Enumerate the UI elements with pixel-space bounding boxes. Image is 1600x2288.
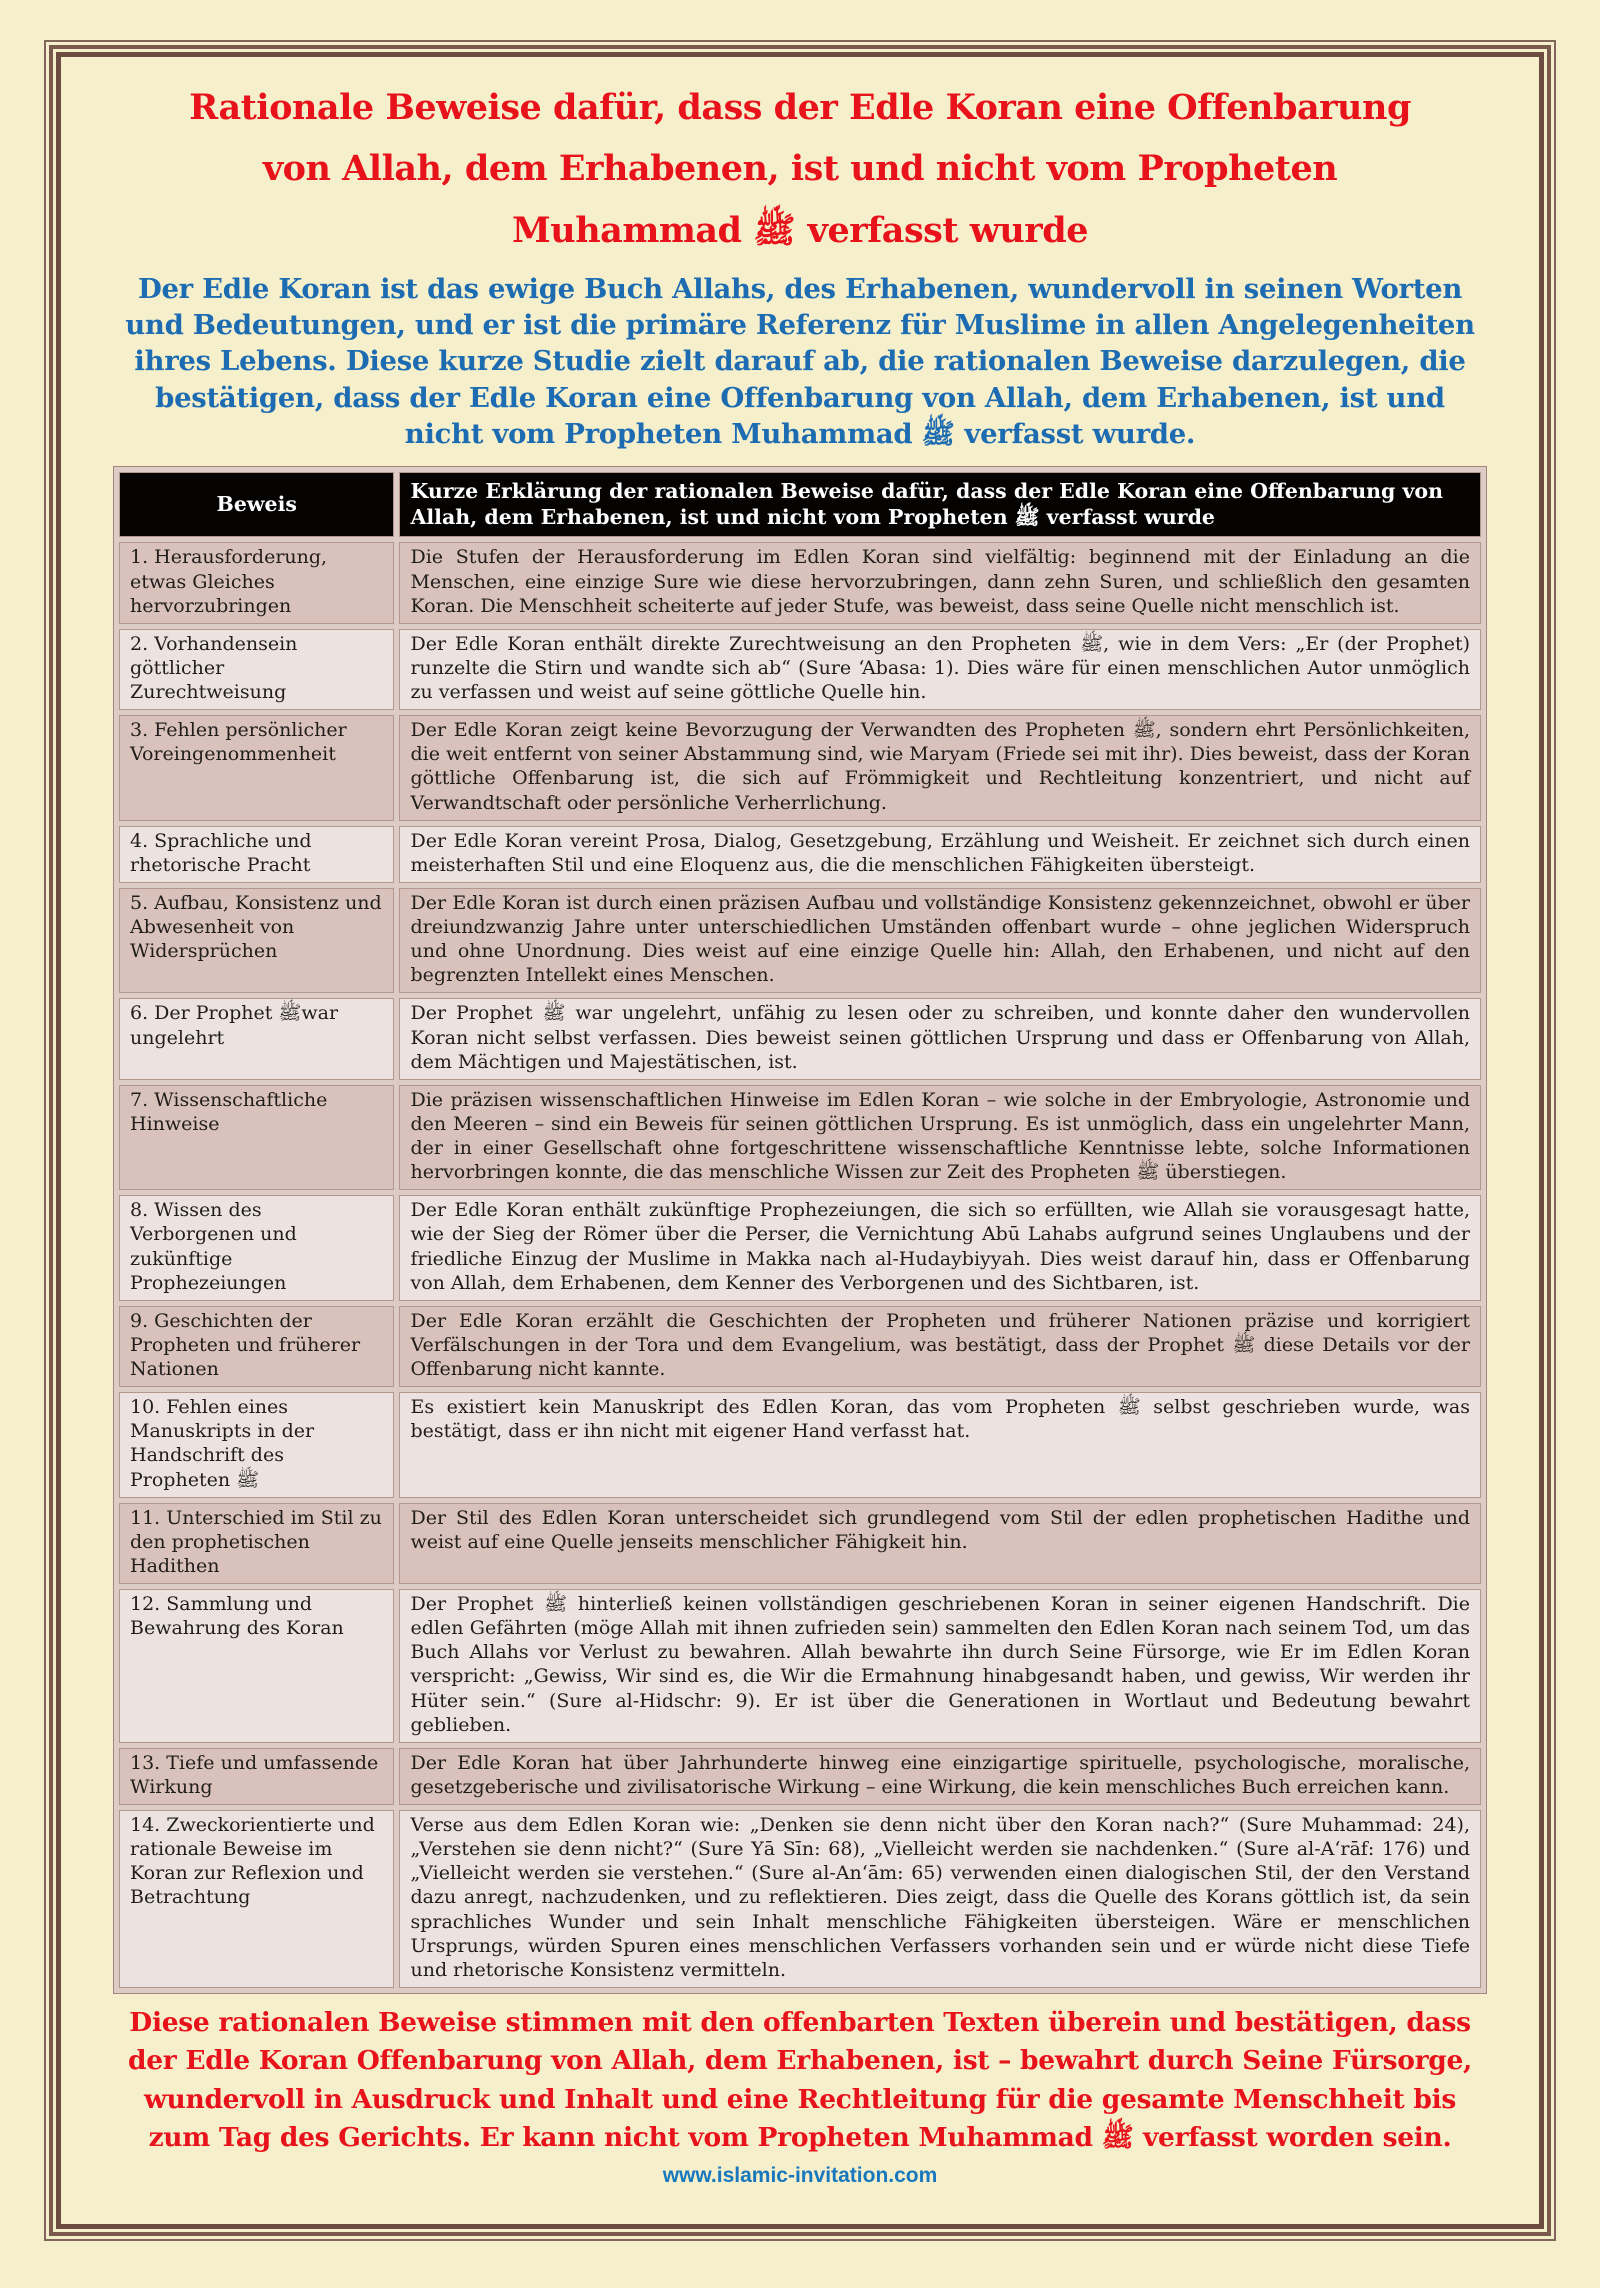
table-header (119, 472, 1481, 537)
evidence-label-cell: 7. Wissenschaftliche Hinweise (119, 1085, 394, 1191)
table-row (119, 1306, 1481, 1387)
table-row (119, 542, 1481, 623)
evidence-label-cell: 3. Fehlen persönlicher Voreingenommenheit (119, 715, 394, 821)
decorative-frame-inner (56, 52, 1544, 2229)
evidence-label-cell: 13. Tiefe und umfassende Wirkung (119, 1748, 394, 1805)
evidence-label-cell: 11. Unterschied im Stil zu den prophetischen Hadithen (119, 1503, 394, 1584)
table-row (119, 1589, 1481, 1743)
table-row (119, 1748, 1481, 1805)
conclusion-text: Diese rationalen Beweise stimmen mit den offenbarten Texten überein und bestätigen, dass der Edle Koran Offenbarung von Allah, dem Erhabenen, ist – bewahrt durch Seine Fürsorge, wundervoll in Ausdruck und Inhalt und eine Rechtleitung für die gesamte Menschheit bis zum Tag des Gerichts. Er kann nicht vom Propheten Muhammad ﷺ verfasst worden sein. (128, 2006, 1472, 2154)
evidence-explanation-cell: Es existiert kein Manuskript des Edlen Koran, das vom Propheten ﷺ selbst geschrieben wurde, was bestätigt, dass er ihn nicht mit eigener Hand verfasst hat. (399, 1392, 1481, 1498)
evidence-explanation-cell: Der Edle Koran vereint Prosa, Dialog, Gesetzgebung, Erzählung und Weisheit. Er zeichnet sich durch einen meisterhaften Stil und eine Eloquenz aus, die die menschlichen Fähigkeiten übersteigt. (399, 826, 1481, 883)
table-row (119, 1810, 1481, 1988)
decorative-frame-outer (44, 40, 1556, 2241)
evidence-label-cell: 5. Aufbau, Konsistenz und Abwesenheit von Widersprüchen (119, 888, 394, 994)
evidence-explanation-cell: Der Prophet ﷺ war ungelehrt, unfähig zu lesen oder zu schreiben, und konnte daher den wundervollen Koran nicht selbst verfassen. Dies beweist seinen göttlichen Ursprung und dass er Offenbarung von Allah, dem Mächtigen und Majestätischen, ist. (399, 998, 1481, 1079)
evidence-label-cell: 8. Wissen des Verborgenen und zukünftige Prophezeiungen (119, 1195, 394, 1301)
evidence-label-cell: 14. Zweckorientierte und rationale Beweise im Koran zur Reflexion und Betrachtung (119, 1810, 394, 1988)
evidence-explanation-cell: Der Edle Koran ist durch einen präzisen Aufbau und vollständige Konsistenz gekennzeichnet, obwohl er über dreiundzwanzig Jahre unter unterschiedlichen Umständen offenbart wurde – ohne jeglichen Widerspruch und ohne Unordnung. Dies weist auf eine einzige Quelle hin: Allah, den Erhabenen, und nicht auf den begrenzten Intellekt eines Menschen. (399, 888, 1481, 994)
website-link[interactable]: www.islamic-invitation.com (662, 2163, 938, 2187)
evidence-explanation-cell: Der Edle Koran hat über Jahrhunderte hinweg eine einzigartige spirituelle, psychologische, moralische, gesetzgeberische und zivilisatorische Wirkung – eine Wirkung, die kein menschliches Buch erreichen kann. (399, 1748, 1481, 1805)
evidence-explanation-cell: Der Stil des Edlen Koran unterscheidet sich grundlegend vom Stil der edlen prophetischen Hadithe und weist auf eine Quelle jenseits menschlicher Fähigkeit hin. (399, 1503, 1481, 1584)
evidence-table (113, 466, 1487, 1994)
evidence-explanation-cell: Verse aus dem Edlen Koran wie: „Denken sie denn nicht über den Koran nach?“ (Sure Muhammad: 24), „Verstehen sie denn nicht?“ (Sure Yā Sīn: 68), „Vielleicht werden sie nachdenken.“ (Sure al-Aʻrāf: 176) und „Vielleicht werden sie verstehen.“ (Sure al-Anʻām: 65) verwenden einen dialogischen Stil, der den Verstand dazu anregt, nachzudenken, und zu reflektieren. Dies zeigt, dass die Quelle des Korans göttlich ist, da sein sprachliches Wunder und sein Inhalt menschliche Fähigkeiten übersteigen. Wäre er menschlichen Ursprungs, würden Spuren eines menschlichen Verfassers vorhanden sein und er würde nicht diese Tiefe und rhetorische Konsistenz vermitteln. (399, 1810, 1481, 1988)
evidence-label-cell: 6. Der Prophet ﷺwar ungelehrt (119, 998, 394, 1079)
evidence-label-cell: 1. Herausforderung, etwas Gleiches hervorzubringen (119, 542, 394, 623)
evidence-explanation-cell: Die präzisen wissenschaftlichen Hinweise im Edlen Koran – wie solche in der Embryologie, Astronomie und den Meeren – sind ein Beweis für seinen göttlichen Ursprung. Es ist unmöglich, dass ein ungelehrter Mann, der in einer Gesellschaft ohne fortgeschrittene wissenschaftliche Kenntnisse lebte, solche Informationen hervorbringen konnte, die das menschliche Wissen zur Zeit des Propheten ﷺ überstiegen. (399, 1085, 1481, 1191)
evidence-explanation-cell: Der Edle Koran zeigt keine Bevorzugung der Verwandten des Propheten ﷺ, sondern ehrt Persönlichkeiten, die weit entfernt von seiner Abstammung sind, wie Maryam (Friede sei mit ihr). Dies beweist, dass der Koran göttliche Offenbarung ist, die sich auf Frömmigkeit und Rechtleitung konzentriert, und nicht auf Verwandtschaft oder persönliche Verherrlichung. (399, 715, 1481, 821)
header-row (119, 472, 1481, 537)
decorative-frame-middle (49, 45, 1551, 2236)
evidence-explanation-cell: Der Edle Koran enthält direkte Zurechtweisung an den Propheten ﷺ, wie in dem Vers: „Er (der Prophet) runzelte die Stirn und wandte sich ab“ (Sure ʻAbasa: 1). Dies wäre für einen menschlichen Autor unmöglich zu verfassen und weist auf seine göttliche Quelle hin. (399, 629, 1481, 710)
evidence-label-cell: 2. Vorhandensein göttlicher Zurechtweisung (119, 629, 394, 710)
table-row (119, 1085, 1481, 1191)
evidence-label-cell: 4. Sprachliche und rhetorische Pracht (119, 826, 394, 883)
evidence-label-cell: 12. Sammlung und Bewahrung des Koran (119, 1589, 394, 1743)
table-row (119, 1503, 1481, 1584)
evidence-label-cell: 9. Geschichten der Propheten und früherer Nationen (119, 1306, 394, 1387)
evidence-explanation-cell: Der Edle Koran enthält zukünftige Prophezeiungen, die sich so erfüllten, wie Allah sie vorausgesagt hatte, wie der Sieg der Römer über die Perser, die Vernichtung Abū Lahabs aufgrund seines Unglaubens und der friedliche Einzug der Muslime in Makka nach al-Hudaybiyyah. Dies weist darauf hin, dass er Offenbarung von Allah, dem Erhabenen, dem Kenner des Verborgenen und des Sichtbaren, ist. (399, 1195, 1481, 1301)
column-header-proof: Beweis (119, 472, 394, 537)
page-title: Rationale Beweise dafür, dass der Edle Koran eine Offenbarung von Allah, dem Erhabenen, ist und nicht vom Propheten Muhammad ﷺ verfasst wurde (189, 87, 1411, 251)
evidence-explanation-cell: Der Prophet ﷺ hinterließ keinen vollständigen geschriebenen Koran in seiner eigenen Handschrift. Die edlen Gefährten (möge Allah mit ihnen zufrieden sein) sammelten den Edlen Koran nach seinem Tod, um das Buch Allahs vor Verlust zu bewahren. Allah bewahrte ihn durch Seine Fürsorge, wie Er im Edlen Koran verspricht: „Gewiss, Wir sind es, die Wir die Ermahnung hinabgesandt haben, und gewiss, Wir werden ihr Hüter sein.“ (Sure al-Hidschr: 9). Er ist über die Generationen in Wortlaut und Bedeutung bewahrt geblieben. (399, 1589, 1481, 1743)
table-row (119, 1392, 1481, 1498)
table-row (119, 1195, 1481, 1301)
table-row (119, 998, 1481, 1079)
table-row (119, 826, 1481, 883)
column-header-explanation: Kurze Erklärung der rationalen Beweise dafür, dass der Edle Koran eine Offenbarung von Allah, dem Erhabenen, ist und nicht vom Propheten ﷺ verfasst wurde (399, 472, 1481, 537)
evidence-label-cell: 10. Fehlen eines Manuskripts in der Handschrift des Propheten ﷺ (119, 1392, 394, 1498)
table-row (119, 888, 1481, 994)
evidence-explanation-cell: Die Stufen der Herausforderung im Edlen Koran sind vielfältig: beginnend mit der Einladung an die Menschen, eine einzige Sure wie diese hervorzubringen, dann zehn Suren, und schließlich den gesamten Koran. Die Menschheit scheiterte auf jeder Stufe, was beweist, dass seine Quelle nicht menschlich ist. (399, 542, 1481, 623)
table-row (119, 715, 1481, 821)
table-row (119, 629, 1481, 710)
evidence-explanation-cell: Der Edle Koran erzählt die Geschichten der Propheten und früherer Nationen präzise und korrigiert Verfälschungen in der Tora und dem Evangelium, was bestätigt, dass der Prophet ﷺ diese Details vor der Offenbarung nicht kannte. (399, 1306, 1481, 1387)
table-body (119, 542, 1481, 1988)
page-subtitle: Der Edle Koran ist das ewige Buch Allahs, des Erhabenen, wundervoll in seinen Worten und Bedeutungen, und er ist die primäre Referenz für Muslime in allen Angelegenheiten ihres Lebens. Diese kurze Studie zielt darauf ab, die rationalen Beweise darzulegen, die bestätigen, dass der Edle Koran eine Offenbarung von Allah, dem Erhabenen, ist und nicht vom Propheten Muhammad ﷺ verfasst wurde. (125, 272, 1475, 450)
